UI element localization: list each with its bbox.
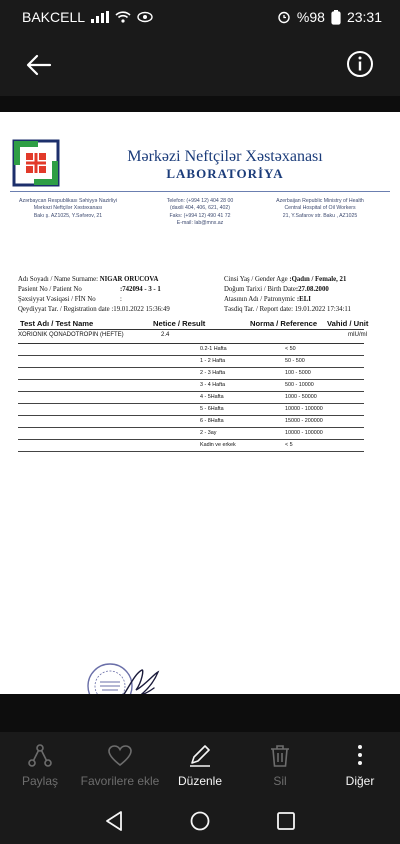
list-item: 5 - 6Hafta 10000 - 100000 [18, 404, 364, 416]
stamp-signature [84, 660, 164, 694]
birth-date: Doğum Tarixi / Birth Date:27.08.2000 [224, 286, 329, 293]
test-result: 2.4 [161, 332, 170, 338]
favorite-button[interactable] [80, 732, 160, 798]
status-bar [0, 0, 400, 34]
favorite-label: Favorilere ekle [80, 774, 160, 788]
alarm-icon [277, 10, 291, 24]
share-icon [27, 744, 53, 768]
battery-icon [331, 10, 341, 25]
delete-label: Sil [273, 774, 287, 788]
header-address-en: Azerbaijan Republic Ministry of Health Central Hospital of Oil Workers 21, Y.Safarov str. Baku , AZ1025 [276, 198, 364, 219]
heart-icon [107, 744, 133, 768]
department-name: LABORATORİYA [166, 166, 284, 181]
edit-button[interactable] [160, 732, 240, 798]
list-item: 3 - 4 Hafta 500 - 10000 [18, 380, 364, 392]
report-date: Təsdiq Tar. / Report date: 19.01.2022 17:34:11 [224, 306, 351, 313]
battery-level: %98 [296, 9, 325, 25]
more-label: Diğer [345, 774, 375, 788]
list-item: 2 - 3 Hafta 100 - 5000 [18, 368, 364, 380]
list-item: 4 - 5Hafta 1000 - 50000 [18, 392, 364, 404]
patronymic: Atasının Adı / Patronymic :ELI [224, 296, 311, 303]
list-item: 0.2-1 Hafta < 50 [18, 344, 364, 356]
gender-age: Cinsi Yaş / Gender Age :Qadın / Female, 21 [224, 276, 347, 283]
hospital-name: Mərkəzi Neftçilər Xəstəxanası [127, 148, 323, 165]
results-table-header [18, 319, 368, 329]
share-label: Paylaş [21, 774, 59, 788]
edit-label: Düzenle [177, 774, 223, 788]
pencil-icon [187, 744, 213, 768]
col-unit: Vahid / Unit [327, 319, 369, 328]
nav-back-icon[interactable] [104, 810, 124, 832]
test-name: XORIONIK QONADOTROPIN (HEFTE) [18, 332, 124, 338]
patient-fin: Şəxsiyyət Vəsiqəsi / FİN No : [18, 296, 122, 303]
lab-report-page [0, 112, 400, 694]
header-divider [10, 191, 390, 192]
col-test-name: Test Adı / Test Name [20, 319, 94, 328]
nav-recents-icon[interactable] [276, 811, 296, 831]
more-button[interactable] [320, 732, 400, 798]
nav-home-icon[interactable] [189, 810, 211, 832]
delete-button[interactable] [240, 732, 320, 798]
document-viewer[interactable] [0, 96, 400, 732]
clock: 23:31 [346, 9, 382, 25]
bottom-action-bar [0, 732, 400, 798]
patient-name: Adı Soyadı / Name Surname: NIGAR ORUCOVA [18, 276, 159, 283]
test-unit: mIU/ml [348, 332, 367, 338]
back-arrow-icon[interactable] [24, 50, 54, 80]
registration-date: Qeydiyyat Tar. / Registration date :19.01.2022 15:36:49 [18, 306, 170, 313]
wifi-icon [115, 11, 131, 23]
col-result: Netice / Result [153, 319, 206, 328]
system-nav-bar [0, 798, 400, 844]
table-header-divider [18, 329, 364, 330]
eye-icon [137, 11, 153, 23]
share-button[interactable] [0, 732, 80, 798]
signal-icon [91, 11, 109, 23]
header-contacts: Telefon: (+994 12) 404 28 00 (daxili 404, 406, 621, 402) Faks: (+994 12) 490 41 72 E-mail: lab@mnx.az [166, 198, 234, 227]
header-address-az: Azərbaycan Respublikası Səhiyyə Nazirliyi Mərkəzi Neftçilər Xəstəxanası Bakı ş. AZ1025, Y.Səfərov, 21 [18, 198, 118, 219]
trash-icon [267, 744, 293, 768]
list-item: Kadin ve erkek < 5 [18, 440, 364, 452]
top-app-bar [0, 34, 400, 96]
patient-number: Pasient No / Patient No :742094 - 3 - 1 [18, 286, 161, 293]
info-icon[interactable] [346, 50, 374, 78]
col-reference: Norma / Reference [250, 319, 318, 328]
more-vertical-icon [347, 744, 373, 768]
list-item: 1 - 2 Hafta 50 - 500 [18, 356, 364, 368]
list-item: 6 - 8Hafta 15000 - 200000 [18, 416, 364, 428]
list-item: 2 - 3ay 10000 - 100000 [18, 428, 364, 440]
carrier-name: BAKCELL [22, 9, 86, 25]
